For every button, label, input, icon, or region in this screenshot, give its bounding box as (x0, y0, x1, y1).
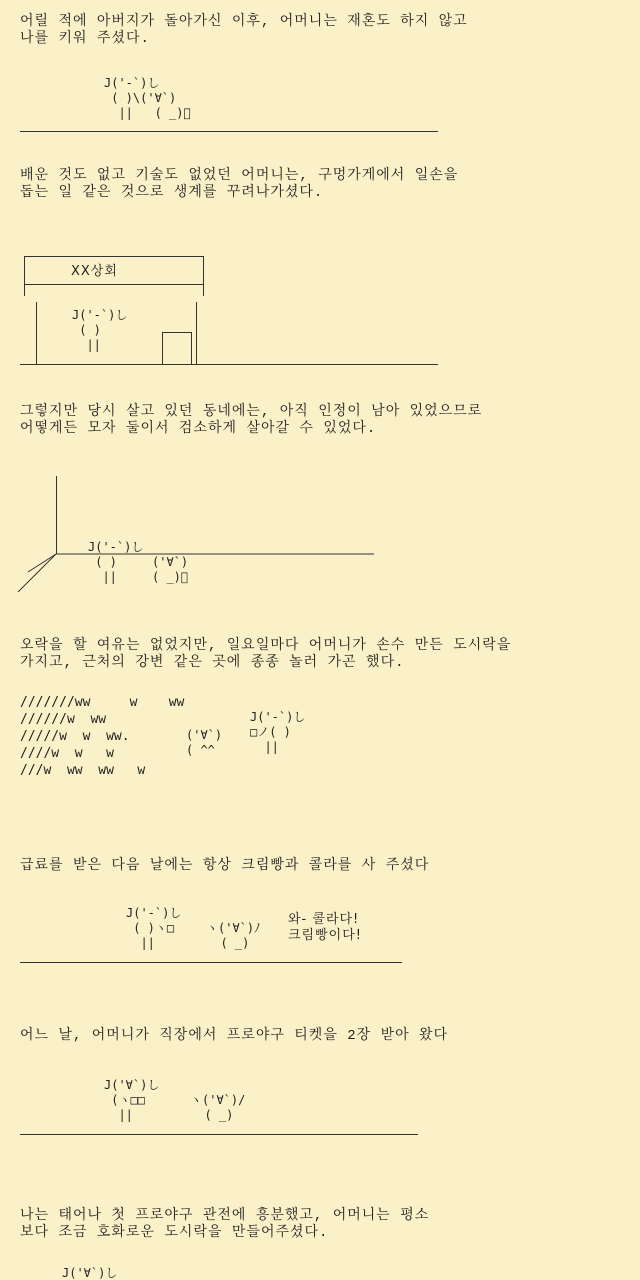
riverbank-grass: ///////ww w ww //////w ww /////w w ww. ////w w w ///w ww ww w (20, 695, 185, 778)
panel-1-caption: 어릴 적에 아버지가 돌아가신 이후, 어머니는 재혼도 하지 않고 나를 키워 주셨다. (20, 14, 468, 47)
panel-7-mom: J('∀`)し (62, 1266, 118, 1280)
shop-sign-text: XX상회 (71, 264, 118, 279)
panel-4-child: ('∀`) ( ^^ (186, 728, 223, 757)
panel-5-mom: J('-`)し ( )ヽ□ || (126, 906, 182, 950)
panel-5-ground (20, 962, 402, 963)
panel-2-ground (20, 364, 438, 365)
panel-4 (0, 630, 640, 810)
panel-6 (0, 1020, 640, 1150)
panel-7-caption: 나는 태어나 첫 프로야구 관전에 흥분했고, 어머니는 평소 보다 조금 호화로운 도시락을 만들어주셨다. (20, 1208, 430, 1241)
panel-6-mom: J('∀`)し (ヽ□□ || (104, 1078, 160, 1122)
panel-1-art: J('-`)し ( )\('∀`) || ( _)ﾞ (104, 76, 191, 120)
panel-6-caption: 어느 날, 어머니가 직장에서 프로야구 티켓을 2장 받아 왔다 (20, 1028, 449, 1044)
panel-3-child: ('∀`) ( _)ﾞ (152, 555, 189, 584)
panel-3 (0, 396, 640, 606)
shop-counter (162, 332, 192, 364)
panel-1 (0, 0, 640, 140)
panel-5-caption: 급료를 받은 다음 날에는 항상 크림빵과 콜라를 사 주셨다 (20, 858, 430, 874)
panel-2-art: J('-`)し ( ) || (72, 308, 128, 352)
shop-post-left (36, 302, 37, 364)
panel-6-ground (20, 1134, 418, 1135)
shop-post-right (196, 302, 197, 364)
panel-3-mom: J('-`)し ( ) || (88, 540, 144, 584)
panel-5-child: ヽ('∀`)ﾉ ( _) (206, 921, 261, 950)
panel-2 (0, 160, 640, 370)
panel-5 (0, 850, 640, 980)
panel-5-speech: 와- 콜라다! 크림빵이다! (288, 912, 363, 943)
shop-sign (24, 256, 204, 296)
panel-7 (0, 1200, 640, 1280)
panel-6-child: ヽ('∀`)/ ( _) (190, 1093, 246, 1122)
panel-3-caption: 그렇지만 당시 살고 있던 동네에는, 아직 인정이 남아 있었으므로 어떻게든 모자 둘이서 검소하게 살아갈 수 있었다. (20, 404, 483, 437)
panel-4-mom: J('-`)し □ノ( ) || (250, 710, 306, 754)
street-lines (14, 536, 374, 616)
panel-4-caption: 오락을 할 여유는 없었지만, 일요일마다 어머니가 손수 만든 도시락을 가지고, 근처의 강변 같은 곳에 종종 놀러 가곤 했다. (20, 638, 512, 671)
panel-2-caption: 배운 것도 없고 기술도 없었던 어머니는, 구멍가게에서 일손을 돕는 일 같은 것으로 생계를 꾸려나가셨다. (20, 168, 459, 201)
panel-1-ground (20, 131, 438, 132)
